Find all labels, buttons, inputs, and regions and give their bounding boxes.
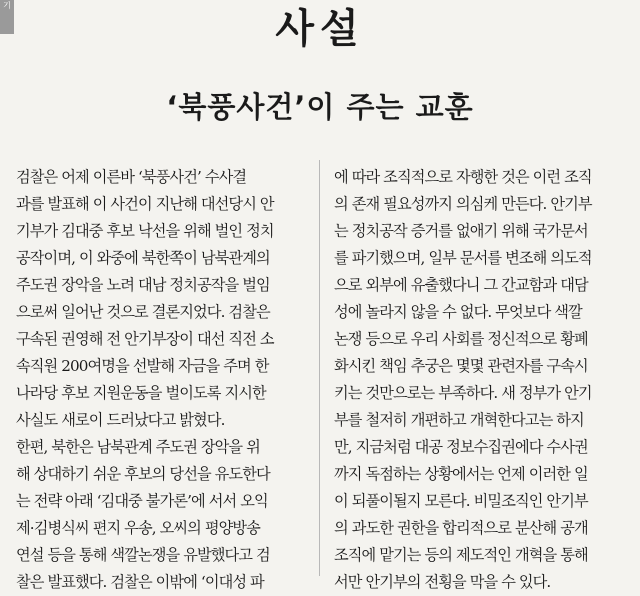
text-line: 성에 놀라지 않을 수 없다. 무엇보다 색깔 (334, 303, 582, 321)
column-divider (319, 160, 320, 576)
text-line: 검찰은 어제 이른바 ‘북풍사건’ 수사결 (16, 168, 247, 186)
text-line: 서만 안기부의 전횡을 막을 수 있다. (334, 573, 551, 591)
editorial-headline: ‘북풍사건’이 주는 교훈 (166, 90, 474, 124)
text-line: 찰은 발표했다. 검찰은 이밖에 ‘이대성 파 (16, 573, 264, 591)
text-line: 는 전략 아래 ‘김대중 불가론’에 서서 오익 (16, 492, 268, 510)
text-line: 연설 등을 통해 색깔논쟁을 유발했다고 검 (16, 546, 270, 564)
text-line: 까지 독점하는 상황에서는 언제 이러한 일 (334, 465, 588, 483)
corner-label: 기 (3, 1, 11, 10)
text-line: 과를 발표해 이 사건이 지난해 대선당시 안 (16, 195, 274, 213)
text-line: 속직원 200여명을 선발해 자금을 주며 한 (16, 357, 269, 375)
text-line: 는 정치공작 증거를 없애기 위해 국가문서 (334, 222, 588, 240)
text-line: 사실도 새로이 드러났다고 밝혔다. (16, 411, 225, 429)
text-line: 화시킨 책임 추궁은 몇몇 관련자를 구속시 (334, 357, 588, 375)
text-line: 를 파기했으며, 일부 문서를 변조해 의도적 (334, 249, 592, 267)
text-line: 기부가 김대중 후보 낙선을 위해 벌인 정치 (16, 222, 274, 240)
section-title: 사설 (275, 6, 365, 52)
text-line: 에 따라 조직적으로 자행한 것은 이런 조직 (334, 168, 592, 186)
text-line: 논쟁 등으로 우리 사회를 정신적으로 황폐 (334, 330, 588, 348)
text-line: 으로 외부에 유출했다니 그 간교함과 대담 (334, 276, 588, 294)
right-column (334, 164, 634, 596)
text-line: 조직에 맡기는 등의 제도적인 개혁을 통해 (334, 546, 588, 564)
text-line: 제·김병식씨 편지 우송, 오씨의 평양방송 (16, 519, 260, 537)
text-line: 나라당 후보 지원운동을 벌이도록 지시한 (16, 384, 266, 402)
text-line: 만, 지금처럼 대공 정보수집권에다 수사권 (334, 438, 588, 456)
text-line: 의 과도한 권한을 합리적으로 분산해 공개 (334, 519, 588, 537)
text-line: 해 상대하기 쉬운 후보의 당선을 유도한다 (16, 465, 270, 483)
text-line: 의 존재 필요성까지 의심케 만든다. 안기부 (334, 195, 592, 213)
text-line: 키는 것만으로는 부족하다. 새 정부가 안기 (334, 384, 592, 402)
text-line: 이 되풀이될지 모른다. 비밀조직인 안기부 (334, 492, 588, 510)
text-line: 한편, 북한은 남북관계 주도권 장악을 위 (16, 438, 260, 456)
text-line: 부를 철저히 개편하고 개혁한다고는 하지 (334, 411, 584, 429)
text-line: 구속된 권영해 전 안기부장이 대선 직전 소 (16, 330, 274, 348)
left-column (16, 164, 316, 596)
text-line: 주도권 장악을 노려 대남 정치공작을 벌임 (16, 276, 270, 294)
text-line: 공작이며, 이 와중에 북한쪽이 남북관계의 (16, 249, 270, 267)
text-line: 으로써 일어난 것으로 결론지었다. 검찰은 (16, 303, 270, 321)
